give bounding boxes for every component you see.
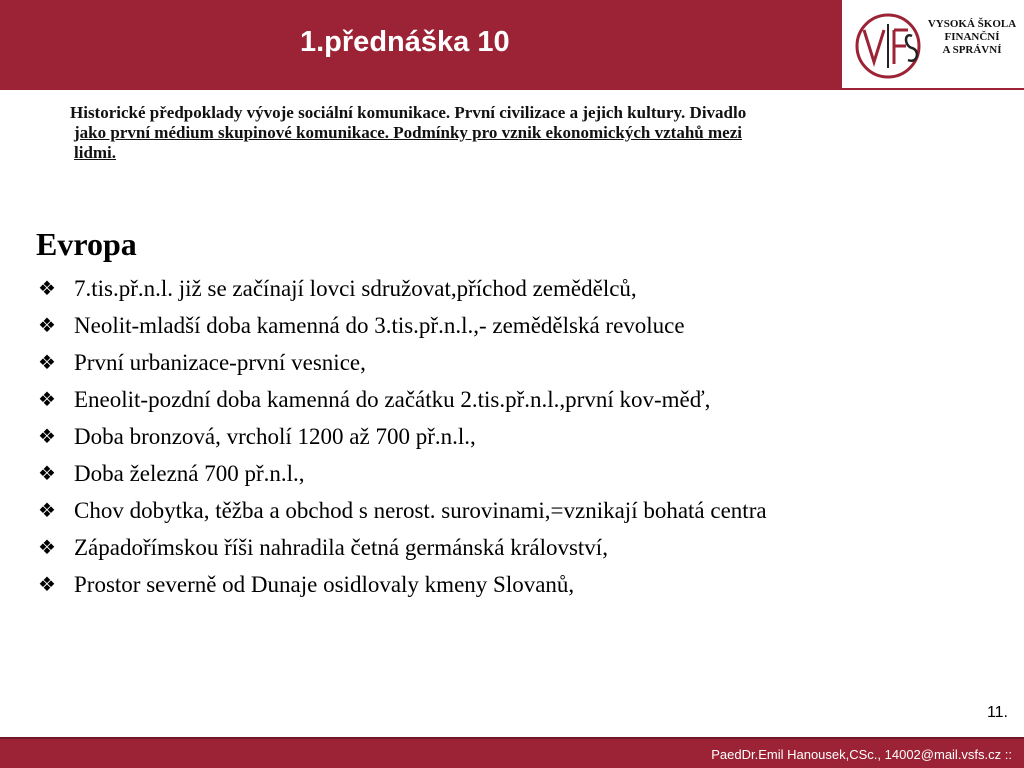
section-heading: Evropa [36,226,137,262]
list-item [38,418,998,455]
slide-title: 1.přednáška 10 [300,26,510,58]
diamond-bullet-icon: ❖ [38,425,56,448]
school-logo [840,0,1024,88]
lecture-topic-line: jako první médium skupinové komunikace. Podmínky pro vznik ekonomických vztahů mezi [74,123,742,142]
school-name [922,18,1022,57]
list-item-text: První urbanizace-první vesnice, [74,349,366,375]
diamond-bullet-icon: ❖ [38,314,56,337]
list-item-text: Chov dobytka, těžba a obchod s nerost. surovinami,=vznikají bohatá centra [74,497,767,523]
lecture-topic-line: lidmi. [74,143,117,162]
list-item [38,307,998,344]
list-item-text: Doba železná 700 př.n.l., [74,460,305,486]
bullet-list [38,270,998,603]
diamond-bullet-icon: ❖ [38,277,56,300]
diamond-bullet-icon: ❖ [38,536,56,559]
list-item [38,344,998,381]
list-item-text: Doba bronzová, vrcholí 1200 až 700 př.n.l., [74,423,476,449]
lecture-topic [70,103,990,163]
footer-bar [0,737,1024,768]
diamond-bullet-icon: ❖ [38,388,56,411]
list-item [38,381,998,418]
diamond-bullet-icon: ❖ [38,351,56,374]
list-item-text: Západořímskou říši nahradila četná germánská království, [74,534,608,560]
list-item [38,455,998,492]
list-item [38,270,998,307]
list-item [38,492,998,529]
list-item [38,529,998,566]
vsfs-monogram-icon [854,10,926,82]
list-item-text: 7.tis.př.n.l. již se začínají lovci sdružovat,příchod zemědělců, [74,275,637,301]
list-item-text: Neolit-mladší doba kamenná do 3.tis.př.n.l.,- zemědělská revoluce [74,312,685,338]
header-divider [0,88,1024,90]
page-number: 11. [986,704,1008,721]
school-name-line: VYSOKÁ ŠKOLA [927,18,1017,30]
school-name-line: FINANČNÍ [944,31,1000,43]
footer-author-contact: PaedDr.Emil Hanousek,CSc., 14002@mail.vsfs.cz :: [711,747,1012,762]
header-bar [0,0,840,88]
lecture-topic-line: Historické předpoklady vývoje sociální komunikace. První civilizace a jejich kultury. Divadlo [70,103,747,122]
list-item-text: Prostor severně od Dunaje osidlovaly kmeny Slovanů, [74,571,575,597]
school-name-line: A SPRÁVNÍ [942,44,1002,56]
list-item [38,566,998,603]
diamond-bullet-icon: ❖ [38,573,56,596]
diamond-bullet-icon: ❖ [38,499,56,522]
list-item-text: Eneolit-pozdní doba kamenná do začátku 2.tis.př.n.l.,první kov-měď, [74,386,711,412]
diamond-bullet-icon: ❖ [38,462,56,485]
